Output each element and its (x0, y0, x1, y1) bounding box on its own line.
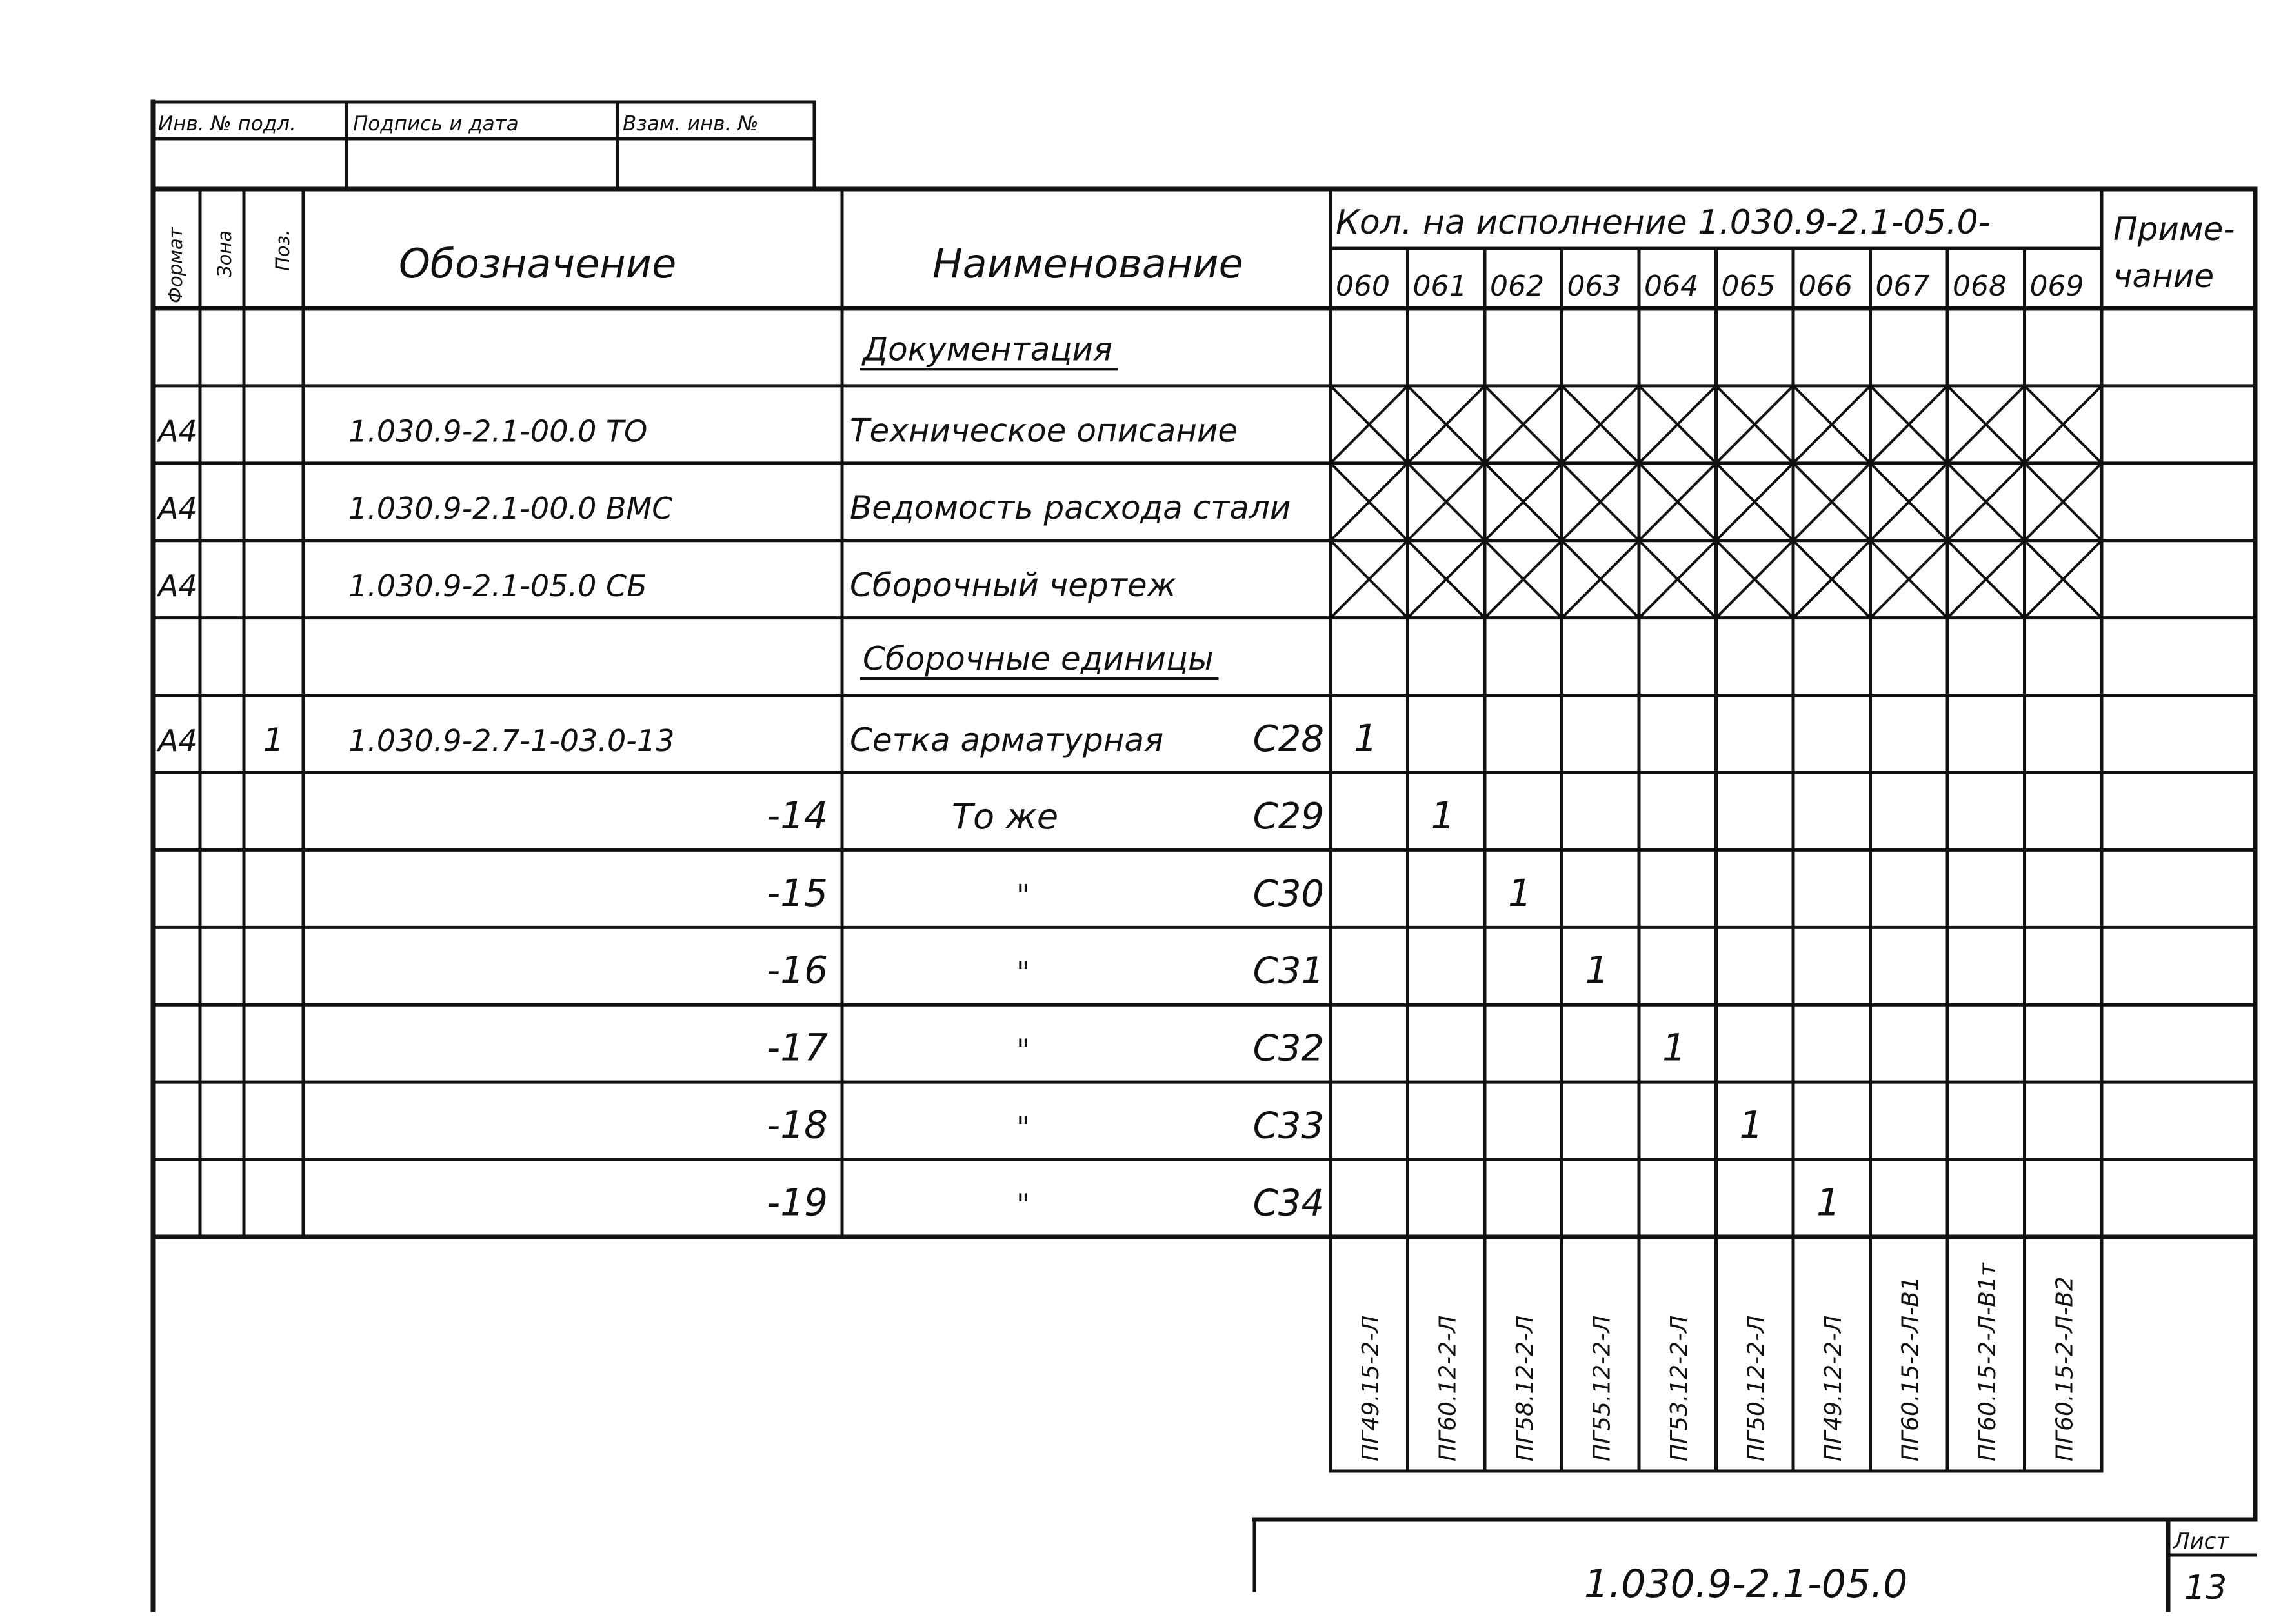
stamp-strip (153, 102, 814, 189)
row-mark: С33 (1252, 1105, 1324, 1147)
product-mark: ПГ60.15-2-Л-В1т (1974, 1263, 2001, 1461)
product-mark: ПГ60.15-2-Л-В1 (1897, 1276, 1924, 1461)
table-row (156, 386, 2102, 463)
qty-cell: 1 (1508, 870, 1532, 915)
title-block (1254, 1519, 2255, 1610)
row-format: А4 (158, 568, 197, 604)
table-row (860, 640, 1219, 679)
variant-header-062: 062 (1490, 270, 1544, 303)
row-name: Ведомость расхода стали (850, 489, 1291, 527)
qty-cell: 1 (1354, 716, 1378, 760)
qty-cell: 1 (1585, 948, 1609, 992)
stamp-replaced-inv: Взам. инв. № (623, 112, 759, 135)
variant-header-069: 069 (2029, 270, 2084, 303)
product-mark: ПГ53.12-2-Л (1665, 1315, 1693, 1461)
row-designation: -17 (767, 1025, 828, 1070)
table-row (767, 948, 1609, 992)
header-zone: Зона (214, 230, 236, 277)
row-name: " (1016, 955, 1030, 990)
row-name: Сборочные единицы (863, 640, 1214, 678)
row-position: 1 (263, 721, 284, 759)
header-pos: Поз. (272, 229, 294, 271)
variant-header-066: 066 (1798, 270, 1853, 303)
variant-header-060: 060 (1336, 270, 1390, 303)
row-format: А4 (158, 491, 197, 526)
table-row (156, 716, 1378, 760)
table-row (156, 541, 2102, 618)
qty-cell: 1 (1662, 1025, 1686, 1070)
row-designation: -14 (767, 793, 828, 837)
table-row (767, 1026, 1686, 1070)
qty-cell: 1 (1431, 793, 1455, 837)
row-designation: -19 (767, 1180, 828, 1225)
table-row (767, 1103, 1763, 1147)
sheet-number: 13 (2184, 1569, 2227, 1607)
stamp-inv-no: Инв. № подл. (158, 112, 296, 135)
row-mark: С29 (1252, 795, 1324, 837)
product-mark: ПГ50.12-2-Л (1743, 1315, 1770, 1461)
header-note-line2: чание (2113, 257, 2215, 295)
row-designation: -15 (767, 870, 828, 915)
row-name: " (1016, 877, 1030, 913)
row-name: " (1016, 1110, 1030, 1145)
qty-cell: 1 (1739, 1103, 1764, 1147)
row-mark: С32 (1252, 1027, 1324, 1070)
row-name: " (1016, 1032, 1030, 1068)
header-designation: Обозначение (399, 240, 677, 287)
row-name: Документация (863, 330, 1112, 368)
header-name: Наименование (932, 240, 1243, 287)
variant-header-068: 068 (1953, 270, 2007, 303)
product-mark: ПГ49.12-2-Л (1820, 1315, 1847, 1461)
variant-header-063: 063 (1567, 270, 1622, 303)
header-note-line1: Приме- (2113, 210, 2235, 248)
table-row (860, 330, 1118, 369)
variant-header-065: 065 (1721, 270, 1776, 303)
row-mark: С30 (1252, 872, 1324, 915)
row-mark: С31 (1252, 950, 1324, 992)
row-mark: С28 (1252, 717, 1324, 760)
row-name: То же (952, 796, 1059, 837)
row-designation: -18 (767, 1103, 828, 1147)
stamp-signature-date: Подпись и дата (353, 112, 519, 135)
row-format: А4 (158, 414, 197, 449)
row-format: А4 (158, 723, 197, 758)
product-mark: ПГ55.12-2-Л (1589, 1315, 1616, 1461)
table-grid (153, 102, 2255, 1610)
header-format: Формат (165, 227, 186, 303)
variant-header-067: 067 (1875, 270, 1930, 303)
row-mark: С34 (1252, 1182, 1324, 1225)
row-designation: -16 (767, 948, 828, 992)
product-mark: ПГ60.15-2-Л-В2 (2051, 1276, 2078, 1461)
variant-header-064: 064 (1644, 270, 1698, 303)
row-designation: 1.030.9-2.1-05.0 СБ (348, 568, 647, 604)
header-qty-title: Кол. на исполнение 1.030.9-2.1-05.0- (1336, 203, 1991, 242)
qty-cell: 1 (1816, 1180, 1840, 1225)
sheet-label: Лист (2173, 1529, 2229, 1554)
row-name: " (1016, 1187, 1030, 1223)
table-row (767, 871, 1532, 915)
row-designation: 1.030.9-2.1-00.0 ВМС (348, 491, 673, 526)
variant-header-061: 061 (1412, 270, 1467, 303)
table-row (767, 794, 1454, 837)
product-mark: ПГ60.12-2-Л (1434, 1315, 1462, 1461)
variant-headers (1336, 270, 2084, 303)
row-designation: 1.030.9-2.1-00.0 ТО (348, 414, 648, 449)
row-name: Техническое описание (850, 412, 1238, 450)
row-name: Сетка арматурная (850, 721, 1164, 759)
table-row (767, 1180, 1840, 1224)
row-name: Сборочный чертеж (850, 566, 1176, 605)
document-code: 1.030.9-2.1-05.0 (1584, 1561, 1908, 1607)
row-designation: 1.030.9-2.7-1-03.0-13 (348, 723, 675, 758)
table-row (156, 463, 2102, 541)
product-mark: ПГ58.12-2-Л (1511, 1315, 1538, 1461)
product-mark: ПГ49.15-2-Л (1357, 1315, 1384, 1461)
